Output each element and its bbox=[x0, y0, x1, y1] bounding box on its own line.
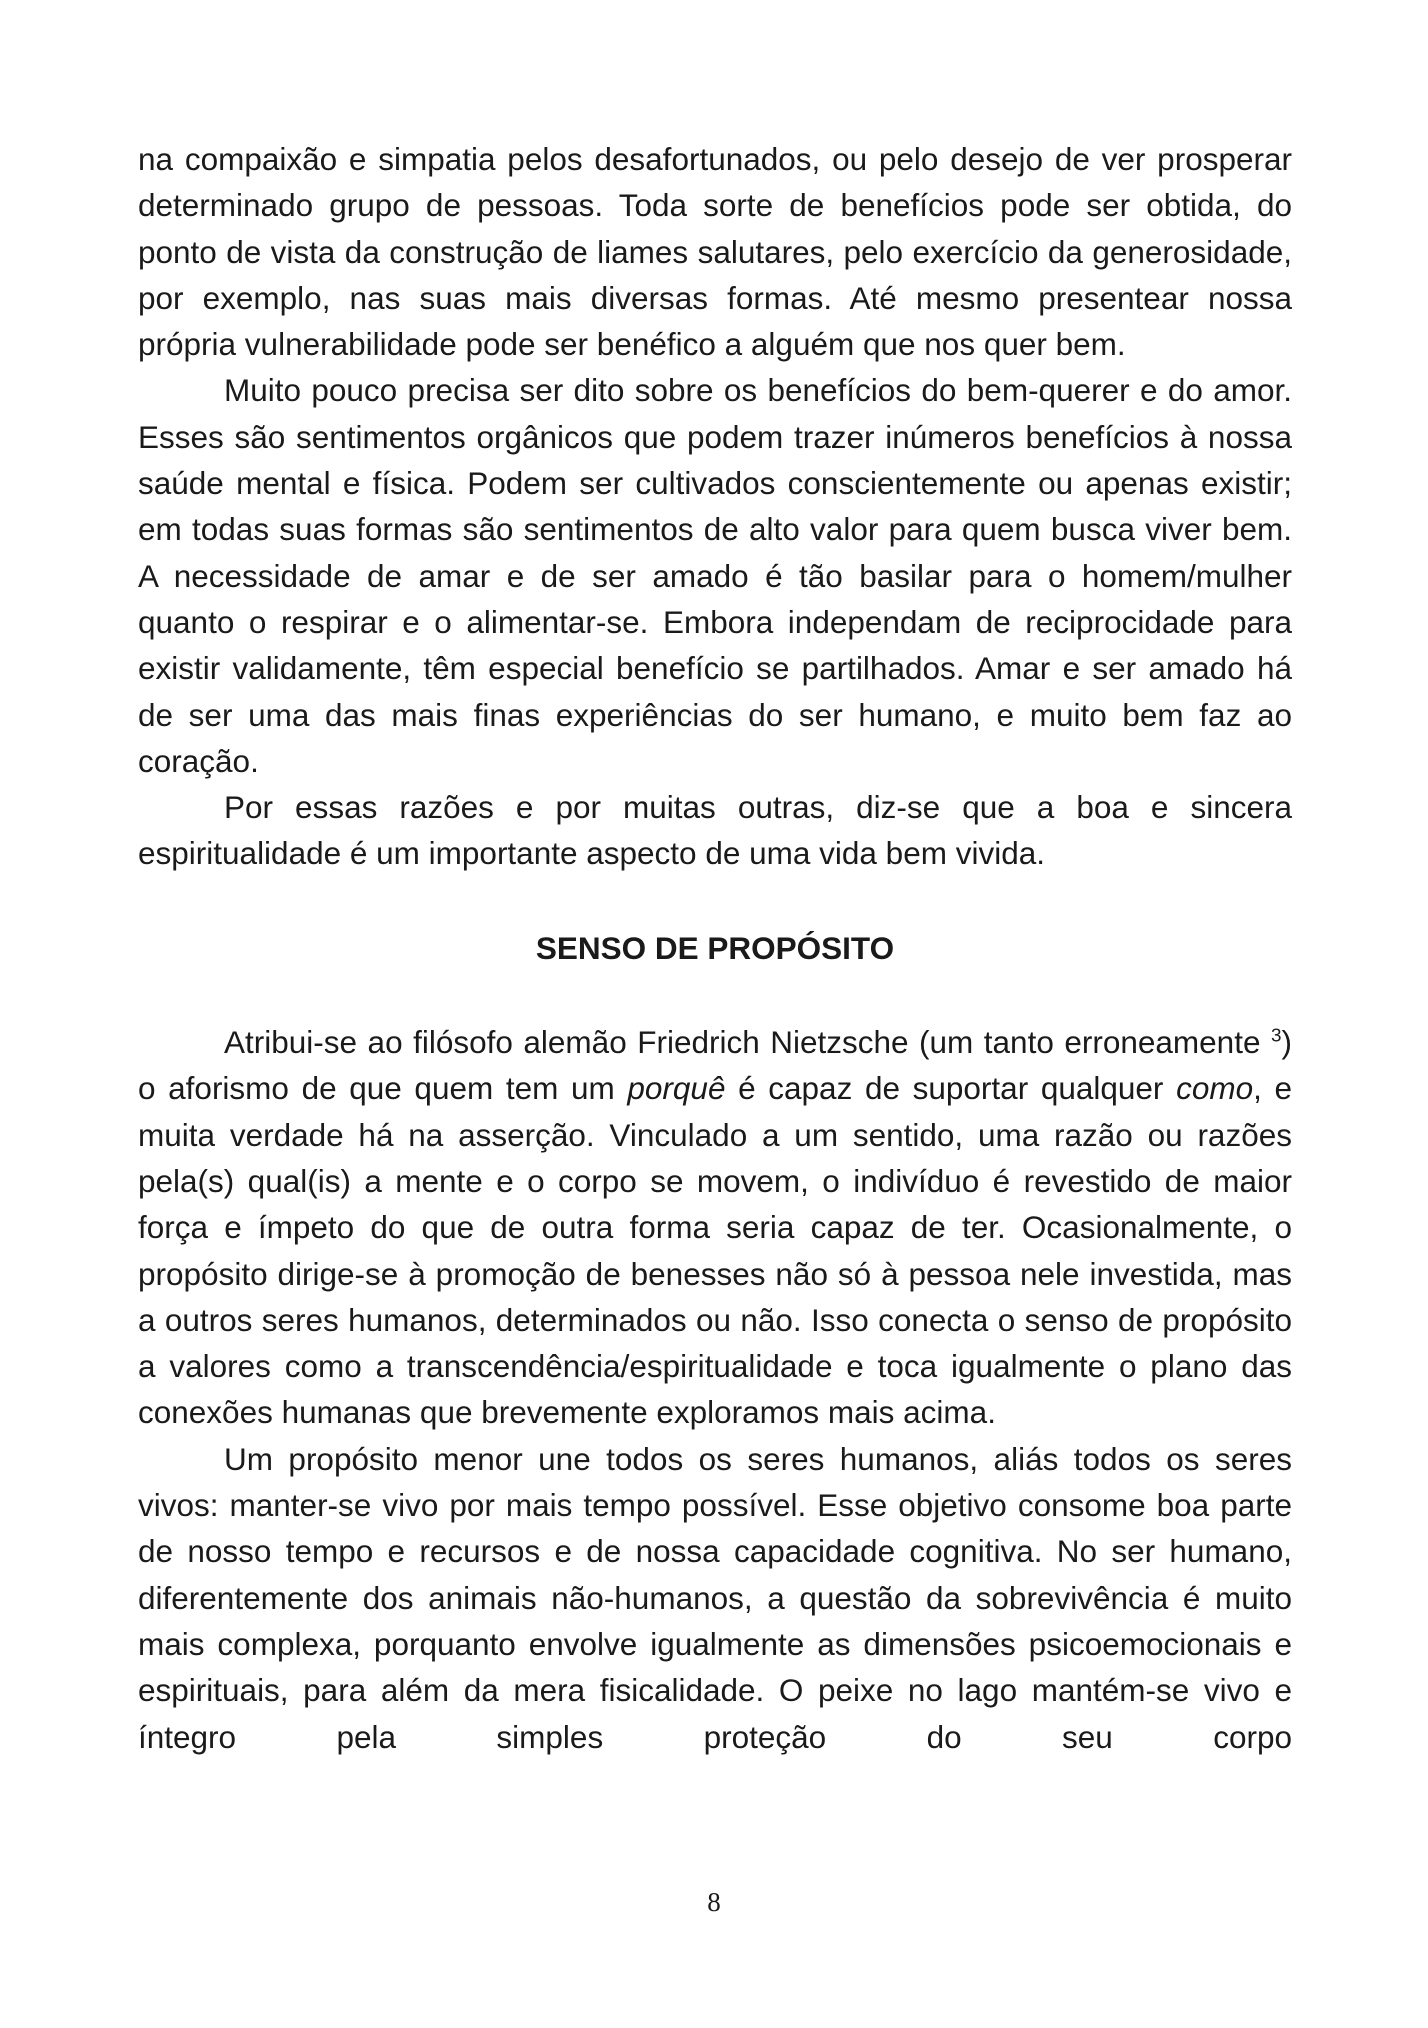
paragraph-nietzsche bbox=[138, 1019, 1292, 1436]
italic-term: como bbox=[1176, 1070, 1254, 1107]
text-run: é capaz de suportar qualquer bbox=[725, 1070, 1177, 1107]
paragraph-love: Muito pouco precisa ser dito sobre os benefícios do bem-querer e do amor. Esses são sentimentos orgânicos que podem trazer inúmeros benefícios à nossa saúde mental e física. Podem ser cultivados conscientemente ou apenas existir; em todas suas formas são sentimentos de alto valor para quem busca viver bem. A necessidade de amar e de ser amado é tão basilar para o homem/mulher quanto o respirar e o alimentar-se. Embora independam de reciprocidade para existir validamente, têm especial benefício se partilhados. Amar e ser amado há de ser uma das mais finas experiências do ser humano, e muito bem faz ao coração. bbox=[138, 372, 1292, 779]
text-run: ) o aforismo de que quem tem um bbox=[138, 1024, 1292, 1107]
footnote-reference[interactable]: 3 bbox=[1270, 1025, 1282, 1047]
paragraph-survival: Um propósito menor une todos os seres humanos, aliás todos os seres vivos: manter-se vivo por mais tempo possível. Esse objetivo consome boa parte de nosso tempo e recursos e de nossa capacidade cognitiva. No ser humano, diferentemente dos animais não-humanos, a questão da sobrevivência é muito mais complexa, porquanto envolve igualmente as dimensões psicoemocionais e espirituais, para além da mera fisicalidade. O peixe no lago mantém-se vivo e íntegro pela simples proteção do seu corpo bbox=[138, 1440, 1292, 1755]
paragraph-spirituality: Por essas razões e por muitas outras, diz-se que a boa e sincera espiritualidade é um importante aspecto de uma vida bem vivida. bbox=[138, 789, 1292, 872]
paragraph-continuation: na compaixão e simpatia pelos desafortunados, ou pelo desejo de ver prosperar determinado grupo de pessoas. Toda sorte de benefícios pode ser obtida, do ponto de vista da construção de liames salutares, pelo exercício da generosidade, por exemplo, nas suas mais diversas formas. Até mesmo presentear nossa própria vulnerabilidade pode ser benéfico a alguém que nos quer bem. bbox=[138, 141, 1292, 363]
page-number: 8 bbox=[707, 1887, 721, 1917]
page-body bbox=[138, 136, 1292, 1760]
text-run: , e muita verdade há na asserção. Vinculado a um sentido, uma razão ou razões pela(s) qual(is) a mente e o corpo se movem, o indivíduo é revestido de maior força e ímpeto do que de outra forma seria capaz de ter. Ocasionalmente, o propósito dirige-se à promoção de benesses não só à pessoa nele investida, mas a outros seres humanos, determinados ou não. Isso conecta o senso de propósito a valores como a transcendência/espiritualidade e toca igualmente o plano das conexões humanas que brevemente exploramos mais acima. bbox=[138, 1070, 1292, 1431]
text-run: Atribui-se ao filósofo alemão Friedrich Nietzsche (um tanto erroneamente bbox=[224, 1024, 1271, 1061]
italic-term: porquê bbox=[627, 1070, 726, 1107]
section-heading: SENSO DE PROPÓSITO bbox=[535, 929, 895, 966]
